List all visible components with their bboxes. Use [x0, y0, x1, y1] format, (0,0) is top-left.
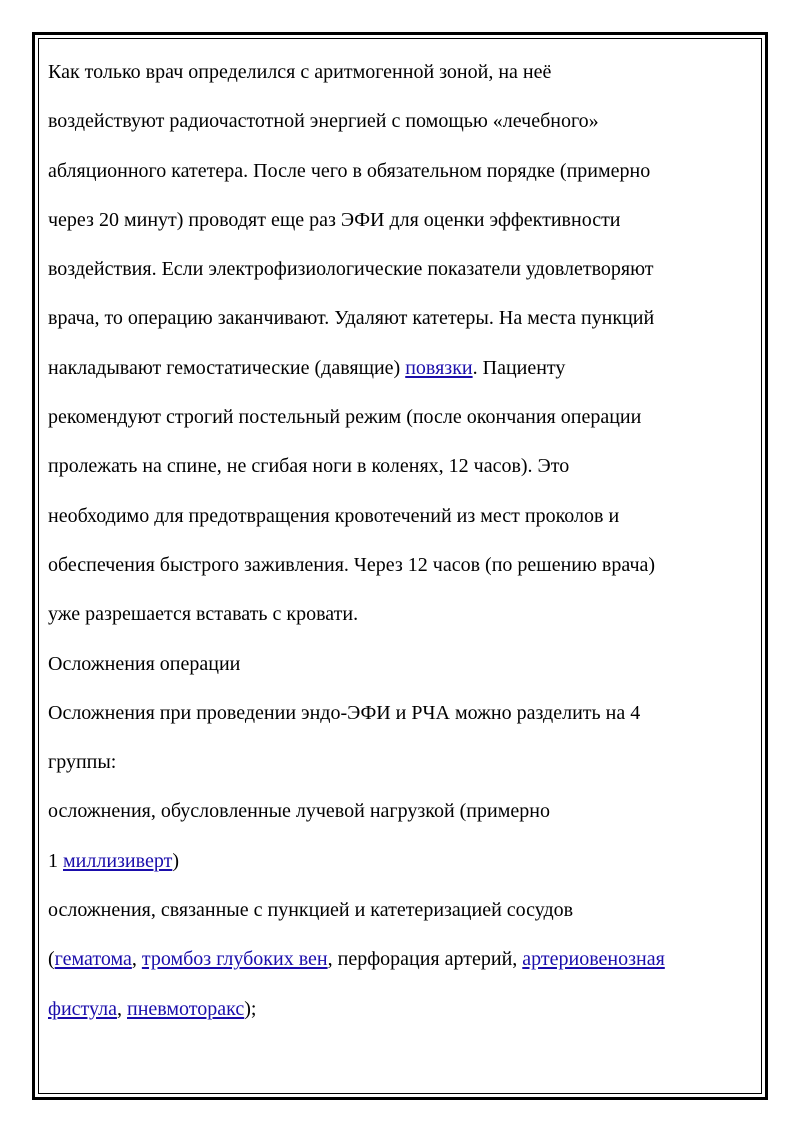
text-fragment: )	[172, 849, 179, 872]
text-fragment: ,	[131, 948, 142, 971]
text-fragment: 1	[48, 849, 63, 872]
link-fistula[interactable]: фистула	[48, 997, 117, 1020]
document-body	[48, 48, 760, 1034]
text-fragment: накладывают гемостатические (давящие)	[48, 356, 406, 379]
text-line: врача, то операцию заканчивают. Удаляют катетеры. На места пункций	[48, 307, 655, 330]
link-arteriovenous-fistula[interactable]: артериовенозная	[522, 948, 665, 971]
text-line: рекомендуют строгий постельный режим (после окончания операции	[48, 406, 642, 429]
list-item-text	[48, 837, 760, 886]
text-line: уже разрешается вставать с кровати.	[48, 603, 359, 626]
text-line	[48, 344, 760, 393]
section-heading: Осложнения операции	[48, 652, 241, 675]
link-hematoma[interactable]: гематома	[54, 948, 132, 971]
list-item-text	[48, 935, 760, 984]
list-item-text: осложнения, связанные с пункцией и катетеризацией сосудов	[48, 899, 574, 922]
text-fragment: ,	[117, 997, 127, 1020]
text-fragment: (	[48, 948, 55, 971]
text-fragment: , перфорация артерий,	[327, 948, 523, 971]
text-line: воздействуют радиочастотной энергией с помощью «лечебного»	[48, 110, 599, 133]
text-fragment: . Пациенту	[472, 356, 566, 379]
text-line: воздействия. Если электрофизиологические показатели удовлетворяют	[48, 258, 654, 281]
list-item-text	[48, 985, 760, 1034]
link-millisievert[interactable]: миллизиверт	[63, 849, 173, 872]
text-line: группы:	[48, 751, 117, 774]
text-line: через 20 минут) проводят еще раз ЭФИ для оценки эффективности	[48, 208, 621, 231]
text-line: Осложнения при проведении эндо-ЭФИ и РЧА можно разделить на 4	[48, 701, 641, 724]
link-pneumothorax[interactable]: пневмоторакс	[127, 997, 245, 1020]
text-line: Как только врач определился с аритмогенной зоной, на неё	[48, 61, 552, 83]
link-deep-vein-thrombosis[interactable]: тромбоз глубоких вен	[141, 948, 328, 971]
text-line: абляционного катетера. После чего в обязательном порядке (примерно	[48, 159, 651, 182]
text-line: необходимо для предотвращения кровотечений из мест проколов и	[48, 504, 620, 527]
text-line: обеспечения быстрого заживления. Через 12 часов (по решению врача)	[48, 553, 656, 576]
link-bandages[interactable]: повязки	[405, 356, 473, 379]
list-item-text: осложнения, обусловленные лучевой нагрузкой (примерно	[48, 800, 550, 823]
text-fragment: );	[244, 997, 257, 1020]
text-line: пролежать на спине, не сгибая ноги в коленях, 12 часов). Это	[48, 455, 570, 478]
